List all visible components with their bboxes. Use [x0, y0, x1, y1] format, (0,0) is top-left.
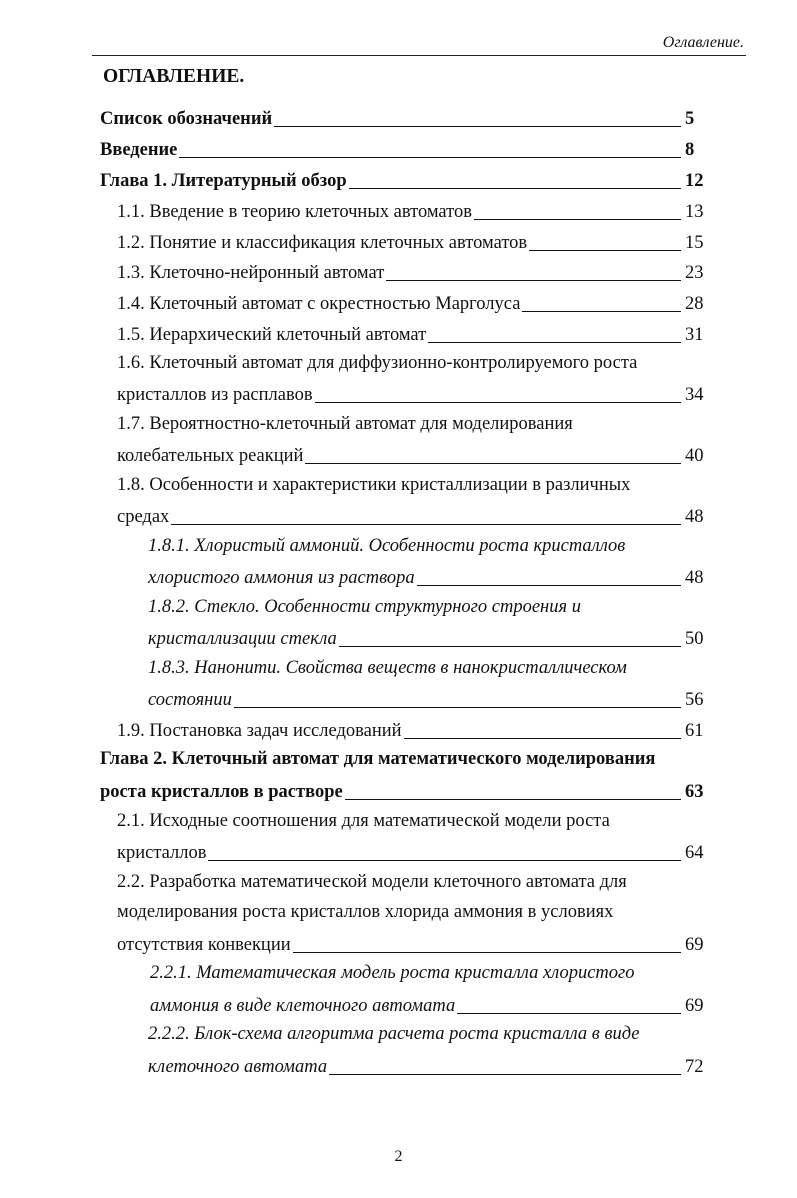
toc-entry-line[interactable]: моделирования роста кристаллов хлорида аммония в условиях: [117, 902, 614, 922]
toc-entry[interactable]: 1.1. Введение в теорию клеточных автоматов 13: [117, 198, 709, 224]
page-ref: 69: [685, 996, 704, 1016]
toc-entry-line[interactable]: 1.7. Вероятностно-клеточный автомат для моделирования: [117, 414, 573, 434]
toc-entry[interactable]: клеточного автомата 72: [148, 1053, 709, 1079]
toc-title: ОГЛАВЛЕНИЕ.: [103, 66, 245, 87]
toc-entry-line[interactable]: 2.2.1. Математическая модель роста кристалла хлористого: [150, 963, 635, 983]
page-number: 2: [394, 1148, 403, 1165]
toc-entry-line[interactable]: 1.8.2. Стекло. Особенности структурного строения и: [148, 597, 581, 617]
toc-entry-line[interactable]: 1.6. Клеточный автомат для диффузионно-контролируемого роста: [117, 353, 638, 373]
toc-entry[interactable]: отсутствия конвекции 69: [117, 931, 709, 957]
page-ref: 12: [685, 171, 704, 191]
toc-entry-line[interactable]: 1.8. Особенности и характеристики кристаллизации в различных: [117, 475, 631, 495]
page-ref: 34: [685, 385, 704, 405]
toc-entry-line[interactable]: 1.8.1. Хлористый аммоний. Особенности роста кристаллов: [148, 536, 626, 556]
page-ref: 48: [685, 568, 704, 588]
toc-entry[interactable]: Глава 1. Литературный обзор 12: [100, 167, 709, 193]
toc-entry[interactable]: 1.9. Постановка задач исследований 61: [117, 717, 709, 743]
page-ref: 61: [685, 721, 704, 741]
page-ref: 72: [685, 1057, 704, 1077]
page-ref: 13: [685, 202, 704, 222]
page-ref: 28: [685, 294, 704, 314]
toc-entry-line[interactable]: 1.8.3. Нанонити. Свойства веществ в нанокристаллическом: [148, 658, 627, 678]
header-title: Оглавление.: [662, 34, 744, 51]
page-ref: 50: [685, 629, 704, 649]
toc-entry[interactable]: роста кристаллов в растворе 63: [100, 778, 709, 804]
toc-entry-line[interactable]: 2.2. Разработка математической модели клеточного автомата для: [117, 872, 627, 892]
toc-entry[interactable]: кристаллизации стекла 50: [148, 625, 709, 651]
toc-entry[interactable]: 1.2. Понятие и классификация клеточных автоматов 15: [117, 229, 709, 255]
toc-entry-line[interactable]: 2.2.2. Блок-схема алгоритма расчета роста кристалла в виде: [148, 1024, 640, 1044]
page-ref: 31: [685, 325, 704, 345]
page-ref: 15: [685, 233, 704, 253]
toc-entry[interactable]: Введение 8: [100, 136, 709, 162]
toc-entry[interactable]: средах 48: [117, 503, 709, 529]
toc-entry[interactable]: кристаллов из расплавов 34: [117, 381, 709, 407]
toc-entry[interactable]: кристаллов 64: [117, 839, 709, 865]
page-ref: 64: [685, 843, 704, 863]
running-header: [92, 26, 746, 56]
page-ref: 40: [685, 446, 704, 466]
toc-entry[interactable]: 1.5. Иерархический клеточный автомат 31: [117, 321, 709, 347]
page-ref: 8: [685, 140, 695, 160]
page-ref: 5: [685, 109, 695, 129]
page-ref: 56: [685, 690, 704, 710]
page-ref: 23: [685, 263, 704, 283]
toc-entry[interactable]: состоянии 56: [148, 686, 709, 712]
toc-entry-line[interactable]: Глава 2. Клеточный автомат для математического моделирования: [100, 749, 656, 769]
toc-entry[interactable]: колебательных реакций 40: [117, 442, 709, 468]
toc-entry[interactable]: хлористого аммония из раствора 48: [148, 564, 709, 590]
page-ref: 69: [685, 935, 704, 955]
toc-entry[interactable]: 1.3. Клеточно-нейронный автомат 23: [117, 259, 709, 285]
page-ref: 48: [685, 507, 704, 527]
toc-entry[interactable]: аммония в виде клеточного автомата 69: [150, 992, 709, 1018]
toc-entry-line[interactable]: 2.1. Исходные соотношения для математической модели роста: [117, 811, 610, 831]
toc-entry[interactable]: 1.4. Клеточный автомат с окрестностью Марголуса 28: [117, 290, 709, 316]
toc-entry[interactable]: Список обозначений 5: [100, 105, 709, 131]
page-ref: 63: [685, 782, 704, 802]
